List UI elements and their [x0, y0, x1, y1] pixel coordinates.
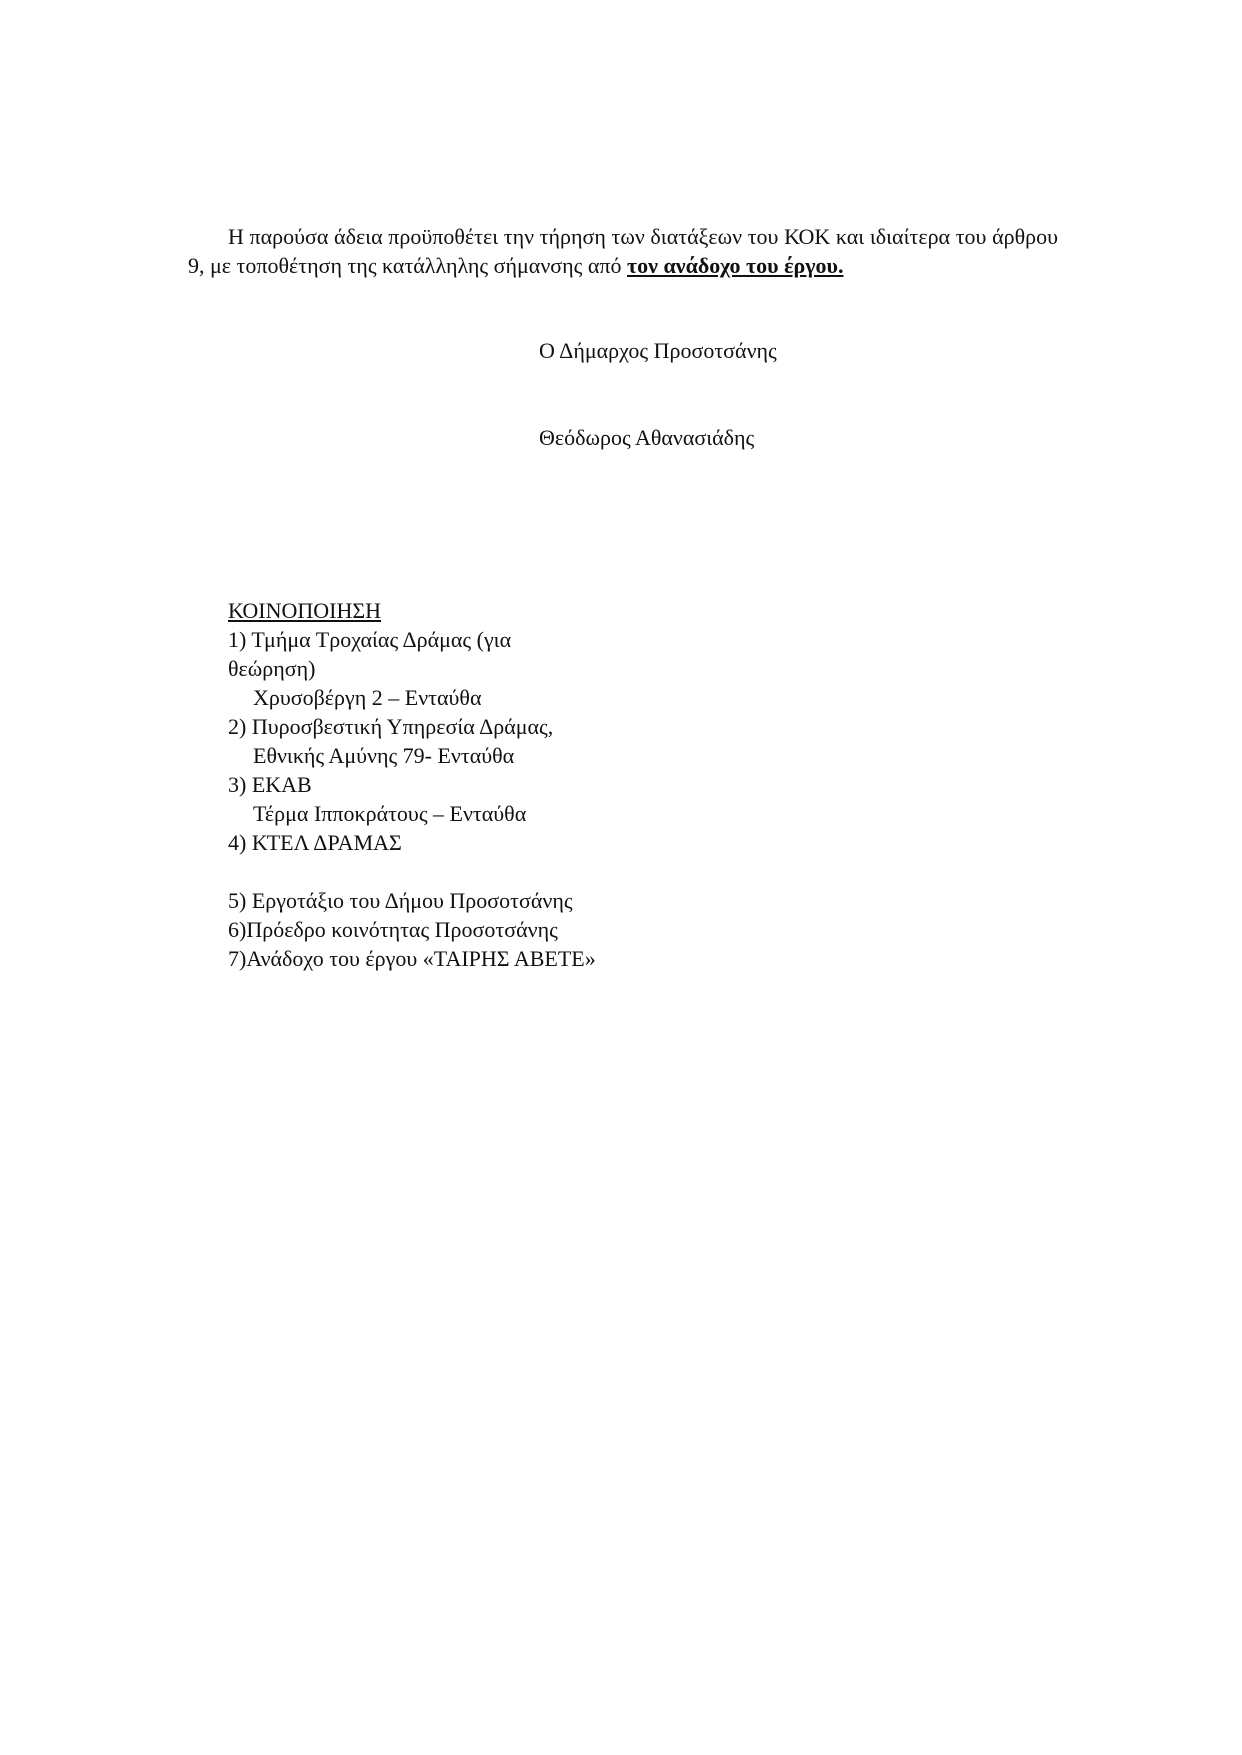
notification-item-7: 7)Ανάδοχο του έργου «ΤΑΙΡΗΣ ΑΒΕΤΕ» [228, 946, 596, 971]
notification-item-3-address: Τέρμα Ιπποκράτους – Ενταύθα [253, 801, 527, 826]
notification-item-6: 6)Πρόεδρο κοινότητας Προσοτσάνης [228, 917, 558, 942]
notification-item-4: 4) ΚΤΕΛ ΔΡΑΜΑΣ [228, 830, 402, 855]
signature-title: Ο Δήμαρχος Προσοτσάνης [539, 338, 777, 363]
notification-list [228, 596, 628, 973]
notification-heading: ΚΟΙΝΟΠΟΙΗΣΗ [228, 598, 382, 623]
notification-item-5: 5) Εργοτάξιο του Δήμου Προσοτσάνης [228, 888, 573, 913]
notification-item-2-address: Εθνικής Αμύνης 79- Ενταύθα [253, 743, 515, 768]
intro-text: Η παρούσα άδεια προϋποθέτει την τήρηση των διατάξεων του ΚΟΚ και ιδιαίτερα του άρθρου 9, με τοποθέτηση της κατάλληλης σήμανσης από [188, 224, 1058, 278]
intro-emphasis: τον ανάδοχο του έργου. [627, 253, 844, 278]
notification-item-3: 3) ΕΚΑΒ [228, 772, 312, 797]
intro-paragraph [188, 222, 1058, 280]
notification-item-2: 2) Πυροσβεστική Υπηρεσία Δράμας, [228, 714, 554, 739]
notification-item-1-address: Χρυσοβέργη 2 – Ενταύθα [253, 685, 482, 710]
notification-item-1: 1) Τμήμα Τροχαίας Δράμας (για θεώρηση) [228, 627, 512, 681]
notification-spacer [228, 857, 628, 886]
signature-name: Θεόδωρος Αθανασιάδης [539, 425, 755, 450]
